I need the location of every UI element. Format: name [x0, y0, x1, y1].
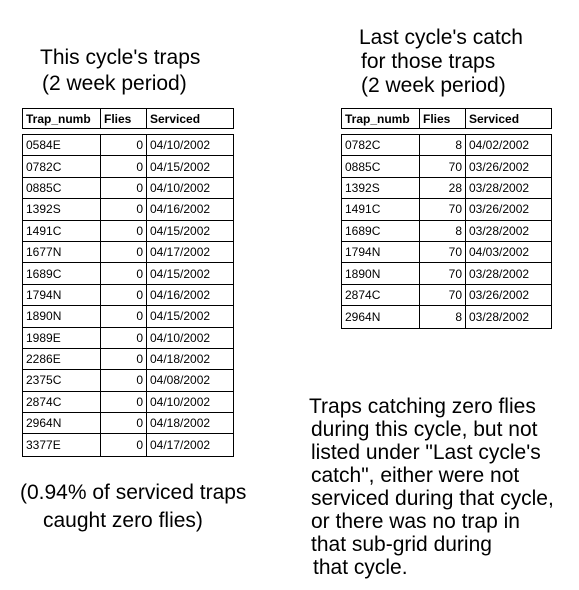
- flies-cell: 70: [420, 242, 466, 262]
- right-title-line-1: Last cycle's catch: [359, 26, 523, 49]
- flies-cell: 70: [420, 199, 466, 219]
- trap-number-cell: 2874C: [23, 392, 101, 412]
- right-title-line-3: (2 week period): [361, 74, 506, 97]
- table-row: [342, 156, 551, 177]
- trap-number-cell: 1794N: [342, 242, 420, 262]
- trap-number-cell: 2874C: [342, 285, 420, 305]
- trap-number-cell: 0584E: [23, 135, 101, 155]
- column-header-trap: Trap_numb: [23, 109, 101, 128]
- trap-number-cell: 1677N: [23, 242, 101, 262]
- table-row: [23, 285, 233, 306]
- table-row: [23, 242, 233, 263]
- left-note-line-1: (0.94% of serviced traps: [20, 481, 247, 504]
- serviced-date-cell: 04/02/2002: [469, 138, 530, 153]
- flies-cell: 0: [101, 392, 147, 412]
- flies-cell: 0: [101, 221, 147, 241]
- flies-cell: 70: [420, 285, 466, 305]
- serviced-date-cell: 04/10/2002: [150, 180, 211, 195]
- flies-cell: 0: [101, 349, 147, 369]
- table-row: [342, 221, 551, 242]
- flies-cell: 0: [101, 263, 147, 283]
- header-row: [23, 109, 233, 128]
- table-row: [23, 221, 233, 242]
- right-note-line-5: serviced during that cycle,: [311, 487, 554, 510]
- trap-number-cell: 1689C: [23, 263, 101, 283]
- table-row: [23, 156, 233, 177]
- table-row: [342, 285, 551, 306]
- table-row: [342, 178, 551, 199]
- right-note-line-7: that sub-grid during: [311, 533, 492, 556]
- trap-number-cell: 2286E: [23, 349, 101, 369]
- flies-cell: 0: [101, 178, 147, 198]
- this-cycle-table: [22, 108, 234, 454]
- column-header-trap: Trap_numb: [342, 109, 420, 128]
- serviced-date-cell: 04/15/2002: [150, 266, 211, 281]
- serviced-date-cell: 03/28/2002: [469, 180, 530, 195]
- serviced-date-cell: 04/15/2002: [150, 309, 211, 324]
- table-row: [23, 349, 233, 370]
- serviced-date-cell: 03/28/2002: [469, 223, 530, 238]
- serviced-date-cell: 04/16/2002: [150, 202, 211, 217]
- table-row: [23, 178, 233, 199]
- column-header-serviced: Serviced: [469, 111, 520, 126]
- serviced-date-cell: 04/08/2002: [150, 373, 211, 388]
- trap-number-cell: 1392S: [23, 199, 101, 219]
- right-note-line-2: during this cycle, but not: [311, 418, 538, 441]
- header-row: [342, 109, 551, 128]
- flies-cell: 8: [420, 306, 466, 327]
- serviced-date-cell: 04/10/2002: [150, 330, 211, 345]
- last-cycle-table: [341, 108, 552, 328]
- column-header-serviced: Serviced: [150, 111, 201, 126]
- serviced-date-cell: 04/10/2002: [150, 394, 211, 409]
- flies-cell: 0: [101, 156, 147, 176]
- trap-number-cell: 2375C: [23, 370, 101, 390]
- column-header-flies: Flies: [101, 109, 147, 128]
- trap-number-cell: 2964N: [23, 413, 101, 433]
- flies-cell: 0: [101, 285, 147, 305]
- table-row: [23, 263, 233, 284]
- table-row: [23, 306, 233, 327]
- table-row: [342, 135, 551, 156]
- table-row: [23, 392, 233, 413]
- trap-number-cell: 1392S: [342, 178, 420, 198]
- table-row: [342, 199, 551, 220]
- flies-cell: 0: [101, 434, 147, 455]
- right-note-line-6: or there was no trap in: [311, 510, 520, 533]
- flies-cell: 0: [101, 328, 147, 348]
- serviced-date-cell: 03/28/2002: [469, 309, 530, 324]
- serviced-date-cell: 03/26/2002: [469, 202, 530, 217]
- flies-cell: 70: [420, 263, 466, 283]
- table-row: [23, 135, 233, 156]
- serviced-date-cell: 04/03/2002: [469, 245, 530, 260]
- serviced-date-cell: 04/18/2002: [150, 416, 211, 431]
- serviced-date-cell: 04/15/2002: [150, 159, 211, 174]
- table-header: [22, 108, 234, 129]
- trap-number-cell: 0782C: [23, 156, 101, 176]
- table-header: [341, 108, 552, 129]
- trap-number-cell: 1890N: [23, 306, 101, 326]
- table-row: [23, 370, 233, 391]
- right-note-line-1: Traps catching zero flies: [309, 395, 536, 418]
- trap-number-cell: 1491C: [23, 221, 101, 241]
- serviced-date-cell: 03/28/2002: [469, 266, 530, 281]
- flies-cell: 28: [420, 178, 466, 198]
- flies-cell: 0: [101, 306, 147, 326]
- flies-cell: 70: [420, 156, 466, 176]
- serviced-date-cell: 03/26/2002: [469, 287, 530, 302]
- serviced-date-cell: 04/17/2002: [150, 245, 211, 260]
- flies-cell: 0: [101, 370, 147, 390]
- table-row: [23, 434, 233, 455]
- flies-cell: 8: [420, 135, 466, 155]
- trap-number-cell: 1890N: [342, 263, 420, 283]
- serviced-date-cell: 04/16/2002: [150, 287, 211, 302]
- right-note-line-8: that cycle.: [313, 556, 408, 579]
- flies-cell: 0: [101, 199, 147, 219]
- trap-number-cell: 2964N: [342, 306, 420, 327]
- table-row: [342, 242, 551, 263]
- table-row: [23, 199, 233, 220]
- serviced-date-cell: 04/15/2002: [150, 223, 211, 238]
- trap-number-cell: 1989E: [23, 328, 101, 348]
- serviced-date-cell: 04/17/2002: [150, 438, 211, 453]
- flies-cell: 0: [101, 413, 147, 433]
- flies-cell: 0: [101, 242, 147, 262]
- table-row: [23, 328, 233, 349]
- left-note-line-2: caught zero flies): [43, 509, 203, 532]
- table-row: [342, 306, 551, 327]
- table-row: [23, 413, 233, 434]
- trap-number-cell: 1491C: [342, 199, 420, 219]
- right-note-line-3: listed under "Last cycle's: [311, 441, 541, 464]
- table-body: [341, 134, 552, 329]
- right-note-line-4: catch", either were not: [311, 464, 520, 487]
- flies-cell: 8: [420, 221, 466, 241]
- flies-cell: 0: [101, 135, 147, 155]
- trap-number-cell: 0885C: [23, 178, 101, 198]
- column-header-flies: Flies: [420, 109, 466, 128]
- table-body: [22, 134, 234, 457]
- trap-number-cell: 1689C: [342, 221, 420, 241]
- trap-number-cell: 3377E: [23, 434, 101, 455]
- table-row: [342, 263, 551, 284]
- trap-number-cell: 0885C: [342, 156, 420, 176]
- serviced-date-cell: 04/10/2002: [150, 138, 211, 153]
- serviced-date-cell: 03/26/2002: [469, 159, 530, 174]
- trap-number-cell: 1794N: [23, 285, 101, 305]
- right-title-line-2: for those traps: [361, 50, 496, 73]
- left-title-line-1: This cycle's traps: [40, 46, 201, 69]
- serviced-date-cell: 04/18/2002: [150, 352, 211, 367]
- left-title-line-2: (2 week period): [42, 72, 187, 95]
- trap-number-cell: 0782C: [342, 135, 420, 155]
